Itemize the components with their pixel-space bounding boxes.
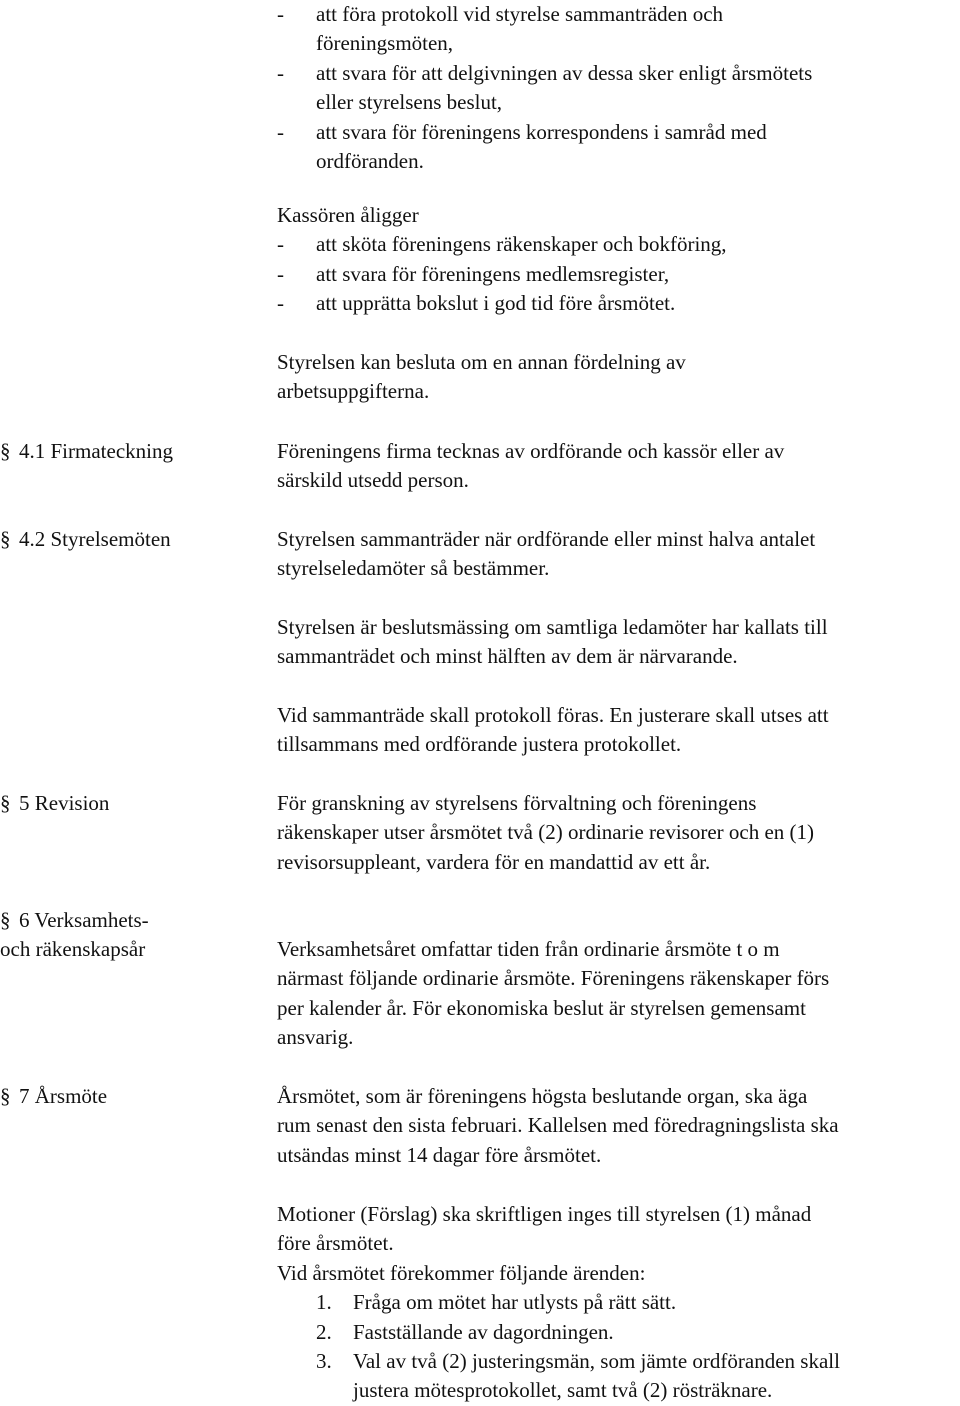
list-item: - att sköta föreningens räkenskaper och bokföring, [277,232,727,257]
list-item: - att upprätta bokslut i god tid före årsmötet. [277,291,676,316]
section-body-5: För granskning av styrelsens förvaltning och föreningens räkenskaper utser årsmötet två (2) ordinarie revisorer och en (1) revisorsuppleant, vardera för en mandattid av ett år. [277,791,815,874]
section-heading-4-2: § 4.2 Styrelsemöten [0,525,270,554]
section-symbol: § [0,791,11,815]
section-body-4-2-p3: Vid sammanträde skall protokoll föras. En justerare skall utses att tillsammans med ordförande justera protokollet. [277,703,829,757]
agenda-item: 2. Fastställande av dagordningen. [316,1319,614,1344]
list-item: - att svara för föreningens korrespondens i samråd med [277,118,960,147]
list-item: - att föra protokoll vid styrelse sammanträden och [277,0,960,29]
section-body-4-2-p2: Styrelsen är beslutsmässing om samtliga ledamöter har kallats till sammanträdet och minst hälften av dem är närvarande. [277,615,828,669]
list-dash: - [277,2,284,26]
section-body-7-p2: Motioner (Förslag) ska skriftligen inges till styrelsen (1) månad före årsmötet. Vid årsmötet förekommer följande ärenden: 1. Fråga om mötet har utlysts på rätt sätt. 2. Fastställande av dagordningen. 3. Val av två (2) justeringsmän, som jämte ordföranden skall justera mötesprotokollet, samt två (2) rösträknare. [277,1200,960,1406]
list-dash: - [277,60,284,85]
section-symbol: § [0,908,11,932]
section-symbol: § [0,439,11,463]
section-symbol: § [0,527,11,551]
section-body-4-2-p1: Styrelsen sammanträder när ordförande eller minst halva antalet styrelseledamöter så bestämmer. [277,527,816,581]
list-item: - att svara för att delgivningen av dessa sker enligt årsmötets [277,59,960,88]
list-dash: - [277,119,284,144]
section-heading-4-1: § 4.1 Firmateckning [0,437,270,466]
section-heading-6: § 6 Verksamhets- och räkenskapsår [0,908,149,962]
agenda-item: 3. Val av två (2) justeringsmän, som jämte ordföranden skall [316,1348,840,1373]
section-heading-7: § 7 Årsmöte [0,1082,270,1111]
section-body-6: Verksamhetsåret omfattar tiden från ordinarie årsmöte t o m närmast följande ordinarie årsmöte. Föreningens räkenskaper förs per kalender år. För ekonomiska beslut är styrelsen gemensamt ansvarig. [277,937,830,1050]
section-body-4-1: Föreningens firma tecknas av ordförande och kassör eller av särskild utsedd person. [277,439,785,493]
list-item: - att svara för föreningens medlemsregister, [277,261,670,286]
agenda-item: 1. Fråga om mötet har utlysts på rätt sätt. [316,1290,677,1315]
section-heading-5: § 5 Revision [0,789,270,818]
section-body-7-p1: Årsmötet, som är föreningens högsta beslutande organ, ska äga rum senast den sista februari. Kallelsen med föredragningslista ska utsändas minst 14 dagar före årsmötet. [277,1084,839,1167]
secretary-duties-list: - att föra protokoll vid styrelse sammanträden och föreningsmöten, - att svara för att delgivningen av dessa sker enligt årsmötets eller styrelsens beslut, - att svara för föreningens korrespondens i samråd med ordföranden. [277,0,960,176]
board-note: Styrelsen kan besluta om en annan fördelning av arbetsuppgifterna. [277,350,686,404]
treasurer-duties [277,201,960,319]
treasurer-intro: Kassören åligger [277,203,419,227]
section-symbol: § [0,1084,11,1108]
